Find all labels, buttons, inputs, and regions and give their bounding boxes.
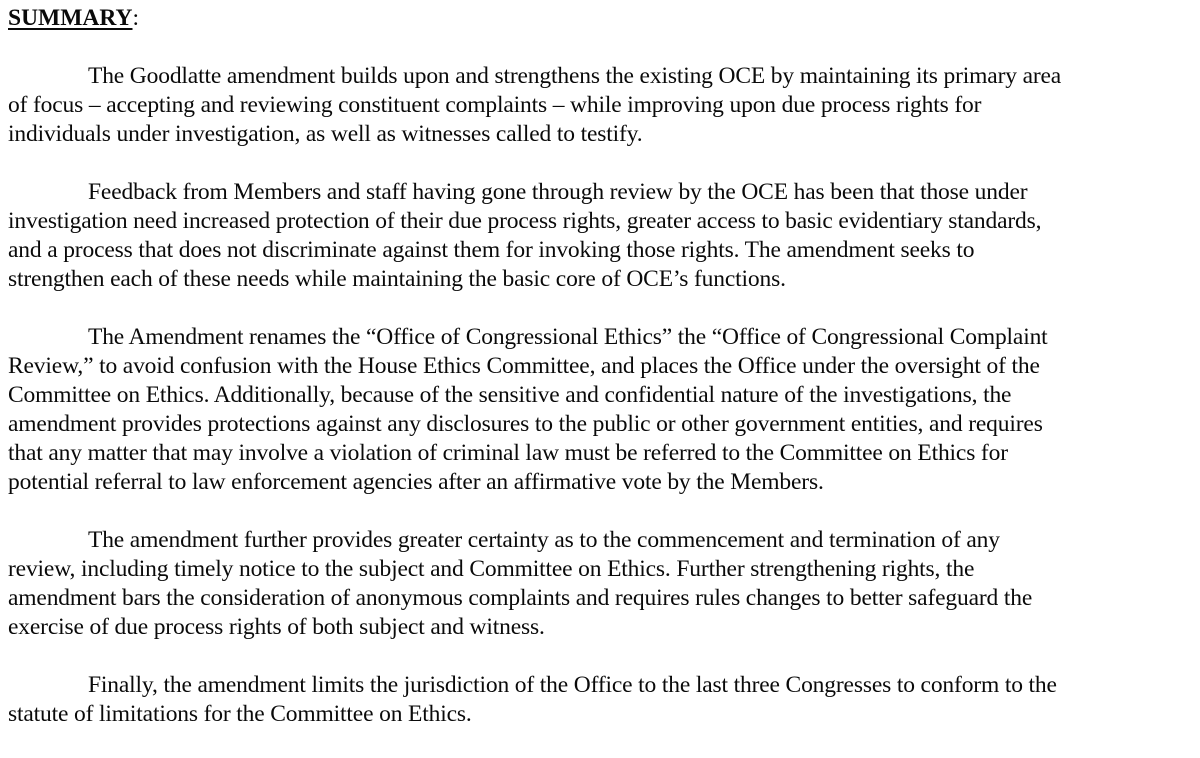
paragraph-line: exercise of due process rights of both subject and witness. (8, 614, 545, 640)
paragraph-line: strengthen each of these needs while maintaining the basic core of OCE’s functions. (8, 266, 786, 292)
paragraph-line: Review,” to avoid confusion with the House Ethics Committee, and places the Office under the oversight of the (8, 353, 1040, 379)
paragraph-line: statute of limitations for the Committee on Ethics. (8, 701, 472, 727)
paragraph-line: investigation need increased protection of their due process rights, greater access to basic evidentiary standards, (8, 208, 1042, 234)
paragraph-overview (8, 62, 1194, 149)
paragraph-certainty (8, 526, 1194, 642)
paragraph-line: individuals under investigation, as well as witnesses called to testify. (8, 121, 643, 147)
paragraph-line: potential referral to law enforcement agencies after an affirmative vote by the Members. (8, 469, 824, 495)
paragraph-line: of focus – accepting and reviewing constituent complaints – while improving upon due process rights for (8, 92, 982, 118)
section-heading (8, 4, 1194, 33)
paragraph-line: The Amendment renames the “Office of Congressional Ethics” the “Office of Congressional Complaint (88, 324, 1048, 350)
paragraph-feedback (8, 178, 1194, 294)
paragraph-line: The amendment further provides greater certainty as to the commencement and termination of any (88, 527, 1000, 553)
paragraph-line: Feedback from Members and staff having gone through review by the OCE has been that those under (88, 179, 1028, 205)
paragraph-jurisdiction (8, 671, 1194, 729)
paragraph-line: The Goodlatte amendment builds upon and strengthens the existing OCE by maintaining its primary area (88, 63, 1062, 89)
paragraph-line: amendment bars the consideration of anonymous complaints and requires rules changes to better safeguard the (8, 585, 1033, 611)
paragraph-line: amendment provides protections against any disclosures to the public or other government entities, and requires (8, 411, 1043, 437)
summary-heading: SUMMARY (8, 5, 133, 31)
paragraph-renaming (8, 323, 1194, 497)
paragraph-line: that any matter that may involve a violation of criminal law must be referred to the Committee on Ethics for (8, 440, 1008, 466)
heading-colon: : (132, 5, 140, 31)
paragraph-line: Finally, the amendment limits the jurisdiction of the Office to the last three Congresses to conform to the (88, 672, 1057, 698)
paragraph-line: review, including timely notice to the subject and Committee on Ethics. Further strengthening rights, the (8, 556, 975, 582)
paragraph-line: Committee on Ethics. Additionally, because of the sensitive and confidential nature of the investigations, the (8, 382, 1012, 408)
document-page (8, 4, 1194, 758)
paragraph-line: and a process that does not discriminate against them for invoking those rights. The amendment seeks to (8, 237, 975, 263)
